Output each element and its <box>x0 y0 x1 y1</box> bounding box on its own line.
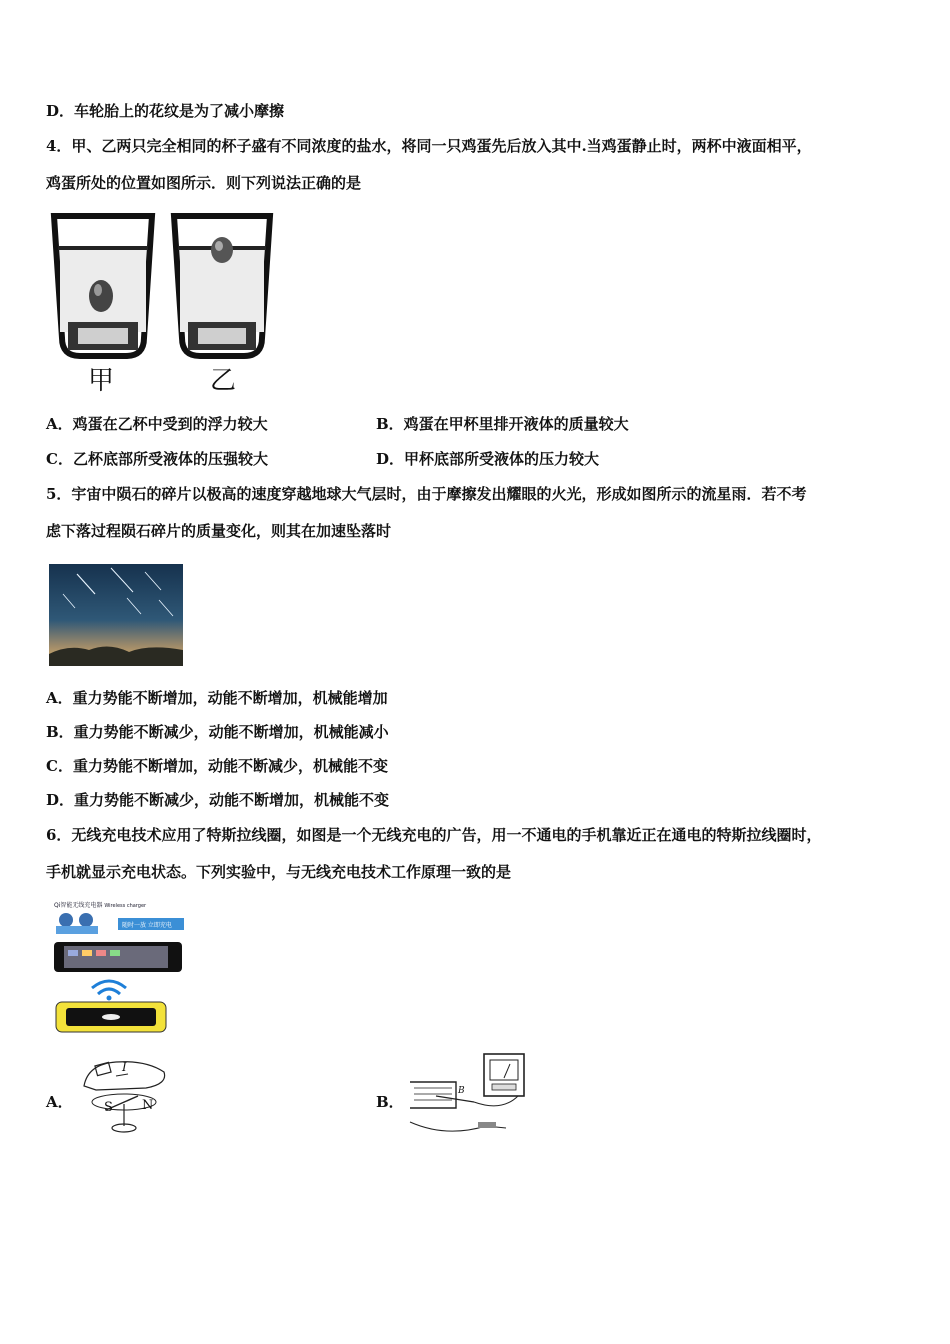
cups-illustration <box>48 210 288 395</box>
label-jia: 甲 <box>88 366 115 396</box>
q5-option-d: D．重力势能不断减少，动能不断增加，机械能不变 <box>46 791 390 809</box>
q6-option-b-label: B． <box>376 1093 404 1111</box>
q4-stem-line2: 鸡蛋所处的位置如图所示．则下列说法正确的是 <box>46 174 362 192</box>
q4-stem-line1: 4．甲、乙两只完全相同的杯子盛有不同浓度的盐水，将同一只鸡蛋先后放入其中.当鸡蛋静止时，两杯中液面相平， <box>46 137 812 155</box>
q4-cups-figure <box>48 210 288 395</box>
q5-option-a: A．重力势能不断增加，动能不断增加，机械能增加 <box>46 689 388 707</box>
south-pole-label: S <box>104 1100 113 1115</box>
q6-fig-b-induction <box>406 1052 530 1138</box>
cup-yi <box>174 216 270 356</box>
q6-stem-line2: 手机就显示充电状态。下列实验中，与无线充电技术工作原理一致的是 <box>46 863 512 881</box>
charger-illustration <box>52 898 187 1036</box>
q6-option-a-label: A． <box>46 1093 73 1111</box>
north-pole-label: N <box>142 1098 154 1113</box>
q5-option-b: B．重力势能不断减少，动能不断增加，机械能减小 <box>46 723 389 741</box>
ad-subtitle: Wireless charger <box>104 903 147 909</box>
q4-option-c: C．乙杯底部所受液体的压强较大 <box>46 450 268 468</box>
q3-option-d: D．车轮胎上的花纹是为了减小摩擦 <box>46 102 285 120</box>
q6-fig-a-oersted <box>76 1054 172 1138</box>
label-yi: 乙 <box>210 366 237 396</box>
q5-stem-line2: 虑下落过程陨石碎片的质量变化，则其在加速坠落时 <box>46 522 392 540</box>
wireless-charger-ad <box>52 898 187 1036</box>
q5-option-c: C．重力势能不断增加，动能不断减少，机械能不变 <box>46 757 388 775</box>
q4-option-b: B．鸡蛋在甲杯里排开液体的质量较大 <box>376 415 629 433</box>
current-label: I <box>122 1060 127 1074</box>
meteor-shower-illustration <box>49 564 183 666</box>
q4-option-d: D．甲杯底部所受液体的压力较大 <box>376 450 600 468</box>
meteor-shower-image <box>49 564 183 666</box>
q6-stem-line1: 6．无线充电技术应用了特斯拉线圈，如图是一个无线充电的广告，用一不通电的手机靠近正在通电的特斯拉线圈时， <box>46 826 822 844</box>
q4-option-a: A．鸡蛋在乙杯中受到的浮力较大 <box>46 415 268 433</box>
ad-title: Qi智能无线充电器 <box>54 902 103 909</box>
egg-jia <box>89 280 113 312</box>
q5-stem-line1: 5．宇宙中陨石的碎片以极高的速度穿越地球大气层时，由于摩擦发出耀眼的火光，形成如图所示的流星雨．若不考 <box>46 485 807 503</box>
electromagnetic-induction-diagram <box>406 1052 530 1138</box>
egg-yi <box>211 237 233 263</box>
magnetic-field-label: B <box>458 1086 465 1096</box>
ad-badge: 随时一放 立即充电 <box>122 922 172 929</box>
cup-jia <box>54 216 152 356</box>
